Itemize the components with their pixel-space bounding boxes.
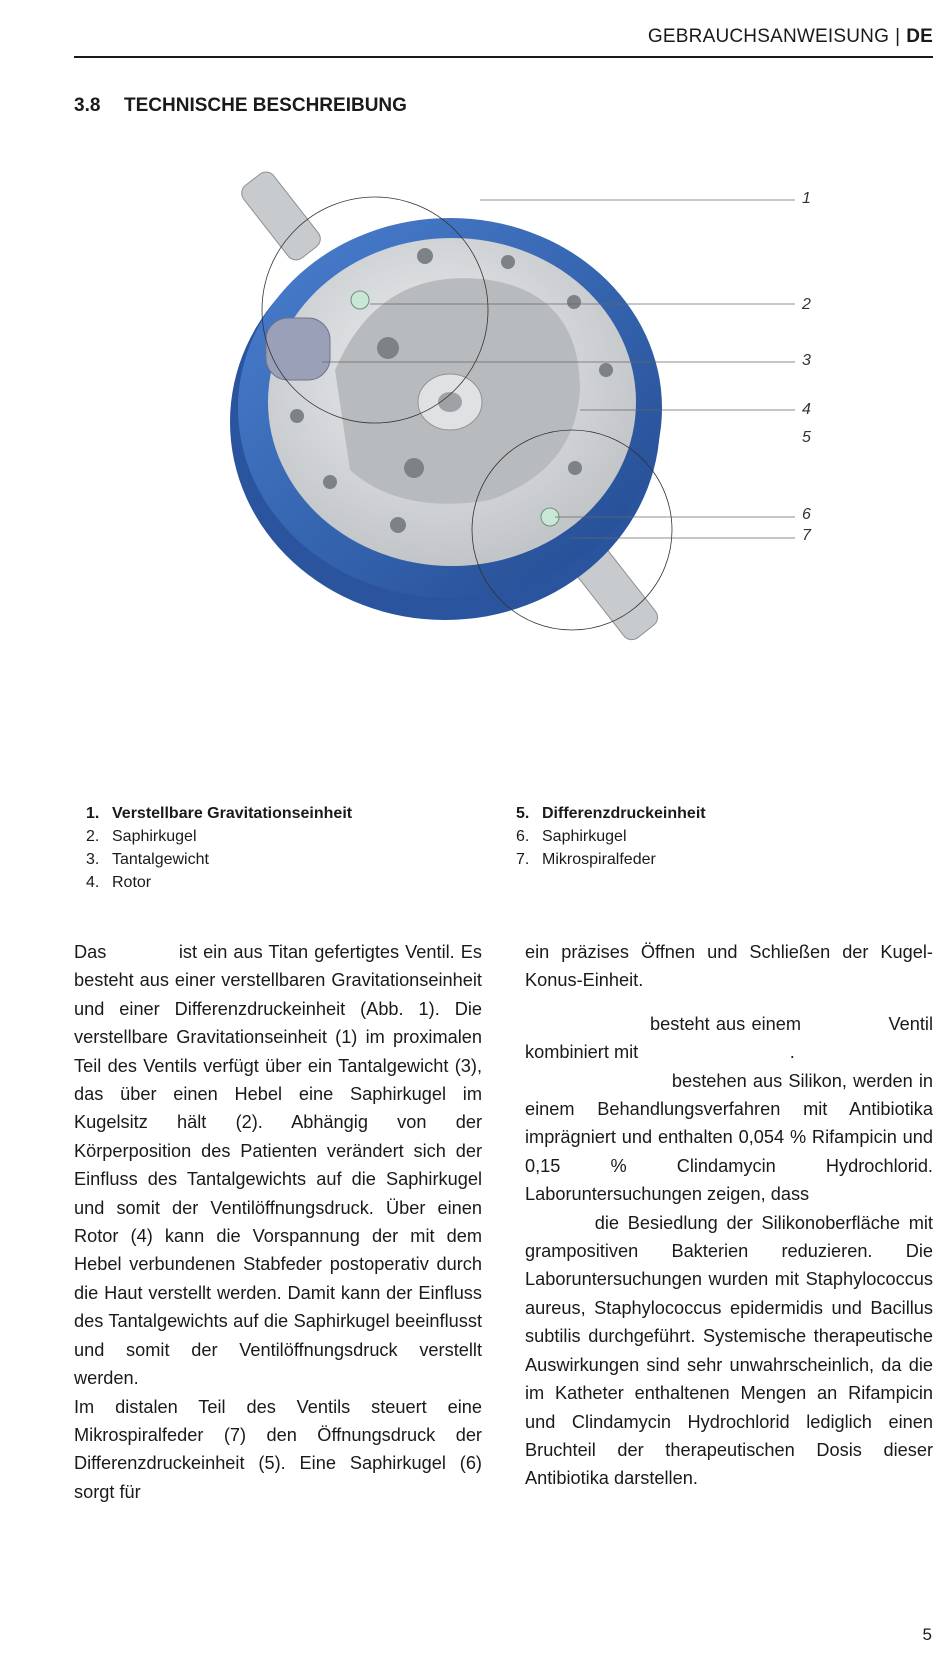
body-column-left [74,938,488,1506]
valve-figure [150,170,880,690]
figure-label-3: 3 [802,352,811,369]
section-heading [74,95,407,117]
body-column-right [525,938,939,1493]
header-title: GEBRAUCHSANWEISUNG [647,26,890,47]
figure-label-6: 6 [802,506,811,523]
legend-item: 2. Saphirkugel [86,828,197,845]
legend-item: 4. Rotor [86,874,152,891]
body-paragraph: Das ist ein aus Titan gefertigtes Ventil. Es besteht aus einer verstellbaren Gravitationseinheit und einer Differenzdruckeinheit (Abb. 1). Die verstellbare Gravitationseinheit (1) im proximalen Teil des Ventils verfügt über ein Tantalgewicht (3), das über einen Hebel eine Saphirkugel im Kugelsitz hält (2). Abhängig von der Körperposition des Patienten verändert sich der Einfluss des Tantalgewichts auf die Saphirkugel und somit der Ventilöffnungsdruck. Über einen Rotor (4) kann die Vorspannung der mit dem Hebel verbundenen Stabfeder postoperativ durch die Haut verstellt werden. Damit kann der Einfluss des Tantalgewichts auf die Saphirkugel beeinflusst und somit der Ventilöffnungsdruck verstellt werden. [74,942,488,1389]
legend-item: 6. Saphirkugel [516,828,627,845]
header-separator: | [895,26,901,47]
body-paragraph: Im distalen Teil des Ventils steuert eine Mikrospiralfeder (7) den Öffnungsdruck der Differenzdruckeinheit (5). Eine Saphirkugel (6) sorgt für [74,1396,482,1502]
body-paragraph: ein präzises Öffnen und Schließen der Kugel-Konus-Einheit. [525,942,933,991]
legend-item: 7. Mikrospiralfeder [516,851,656,868]
body-paragraph: besteht aus einem Ventil kombiniert mit . [525,1013,939,1063]
sapphire-ball-upper [351,291,369,309]
header-language: DE [906,26,933,47]
legend-item: 1. Verstellbare Gravitationseinheit [86,805,353,822]
body-paragraph: bestehen aus Silikon, werden in einem Behandlungsverfahren mit Antibiotika imprägniert und enthalten 0,054 % Rifampicin und 0,15 % Clindamycin Hydrochlorid. Laboruntersuchungen zeigen, dass [525,1070,939,1205]
page-number: 5 [922,1625,932,1644]
legend-item: 5. Differenzdruckeinheit [516,805,706,822]
tantal-weight [266,318,330,380]
legend-right [516,802,706,871]
figure-label-7: 7 [802,527,811,544]
figure-label-4: 4 [802,401,811,418]
valve-illustration [150,170,880,690]
figure-label-1: 1 [802,190,811,207]
legend-item: 3. Tantalgewicht [86,851,209,868]
body-paragraph: die Besiedlung der Silikonoberfläche mit grampositiven Bakterien reduzieren. Die Laboruntersuchungen wurden mit Staphylococcus aureus, Staphylococcus epidermidis und Bacillus subtilis durchgeführt. Systemische therapeutische Auswirkungen sind sehr unwahrscheinlich, da die im Katheter enthaltenen Mengen an Rifampicin und Clindamycin Hydrochlorid lediglich einen Bruchteil der therapeutischen Dosis dieser Antibiotika darstellen. [525,1212,939,1489]
figure-label-2: 2 [802,296,811,313]
section-title: TECHNISCHE BESCHREIBUNG [124,95,407,116]
section-number: 3.8 [74,95,101,116]
page-header [74,26,933,58]
figure-label-5: 5 [802,429,811,446]
legend-left [86,802,352,894]
